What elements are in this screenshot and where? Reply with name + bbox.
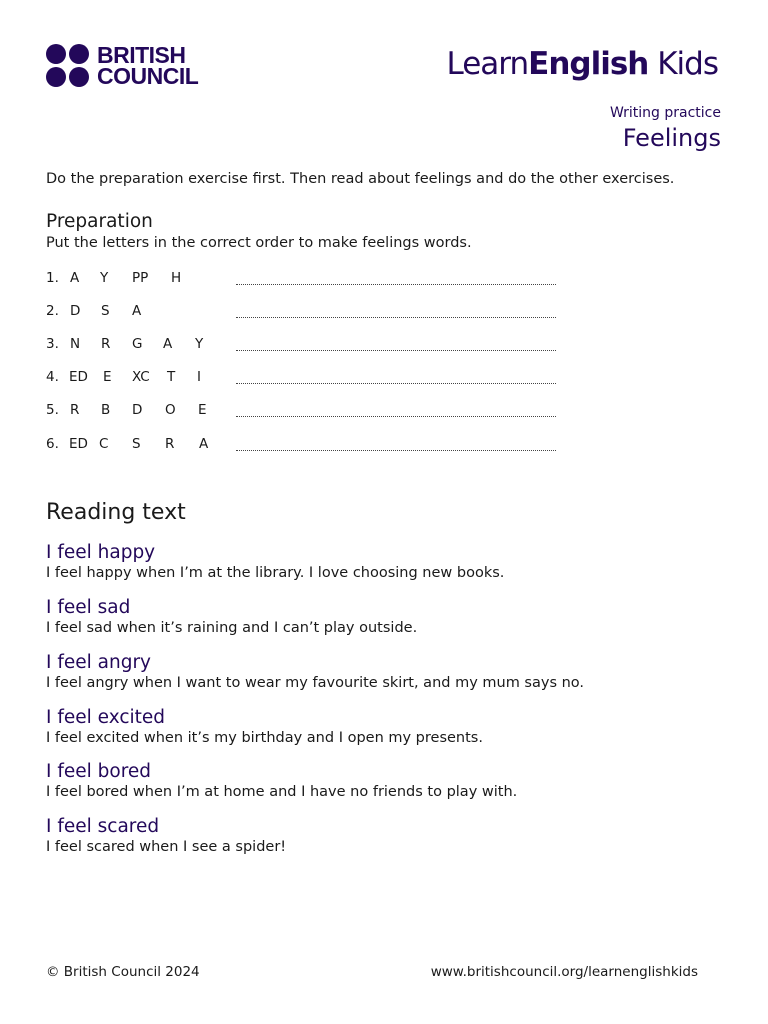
feeling-text: I feel bored when I’m at home and I have no friends to play with. <box>46 784 518 800</box>
feeling-text: I feel happy when I’m at the library. I love choosing new books. <box>46 565 505 581</box>
feeling-section-sad <box>46 597 417 637</box>
footer-url[interactable]: www.britishcouncil.org/learnenglishkids <box>430 964 698 980</box>
feeling-section-excited <box>46 707 483 747</box>
preparation-instruction: Put the letters in the correct order to make feelings words. <box>46 235 472 251</box>
feeling-text: I feel sad when it’s raining and I can’t play outside. <box>46 620 418 636</box>
logo-dots-icon <box>46 44 89 87</box>
answer-line[interactable] <box>236 416 556 417</box>
learnenglish-kids-logo: LearnEnglish Kids <box>446 46 718 82</box>
feeling-text: I feel scared when I see a spider! <box>46 839 287 855</box>
intro-text: Do the preparation exercise first. Then read about feelings and do the other exercises. <box>46 171 675 187</box>
feeling-text: I feel angry when I want to wear my favourite skirt, and my mum says no. <box>46 675 585 691</box>
feeling-title: I feel angry <box>46 652 151 673</box>
feeling-title: I feel bored <box>46 761 152 782</box>
feeling-title: I feel happy <box>46 542 156 563</box>
page-title: Feelings <box>622 124 721 152</box>
answer-line[interactable] <box>236 383 556 384</box>
answer-line[interactable] <box>236 450 556 451</box>
feeling-text: I feel excited when it’s my birthday and I open my presents. <box>46 730 483 746</box>
feeling-section-bored <box>46 761 517 801</box>
logo-text: BRITISH COUNCIL <box>97 41 199 89</box>
feeling-section-happy <box>46 542 504 582</box>
answer-line[interactable] <box>236 350 556 351</box>
feeling-title: I feel excited <box>46 707 166 728</box>
feeling-title: I feel scared <box>46 816 160 837</box>
reading-heading: Reading text <box>46 500 186 525</box>
page-subtitle: Writing practice <box>609 105 721 121</box>
feeling-section-angry <box>46 652 584 692</box>
answer-line[interactable] <box>236 317 556 318</box>
footer-copyright: © British Council 2024 <box>46 964 200 980</box>
british-council-logo <box>46 41 199 89</box>
answer-line[interactable] <box>236 284 556 285</box>
feeling-section-scared <box>46 816 286 856</box>
feeling-title: I feel sad <box>46 597 131 618</box>
preparation-heading: Preparation <box>46 211 153 232</box>
